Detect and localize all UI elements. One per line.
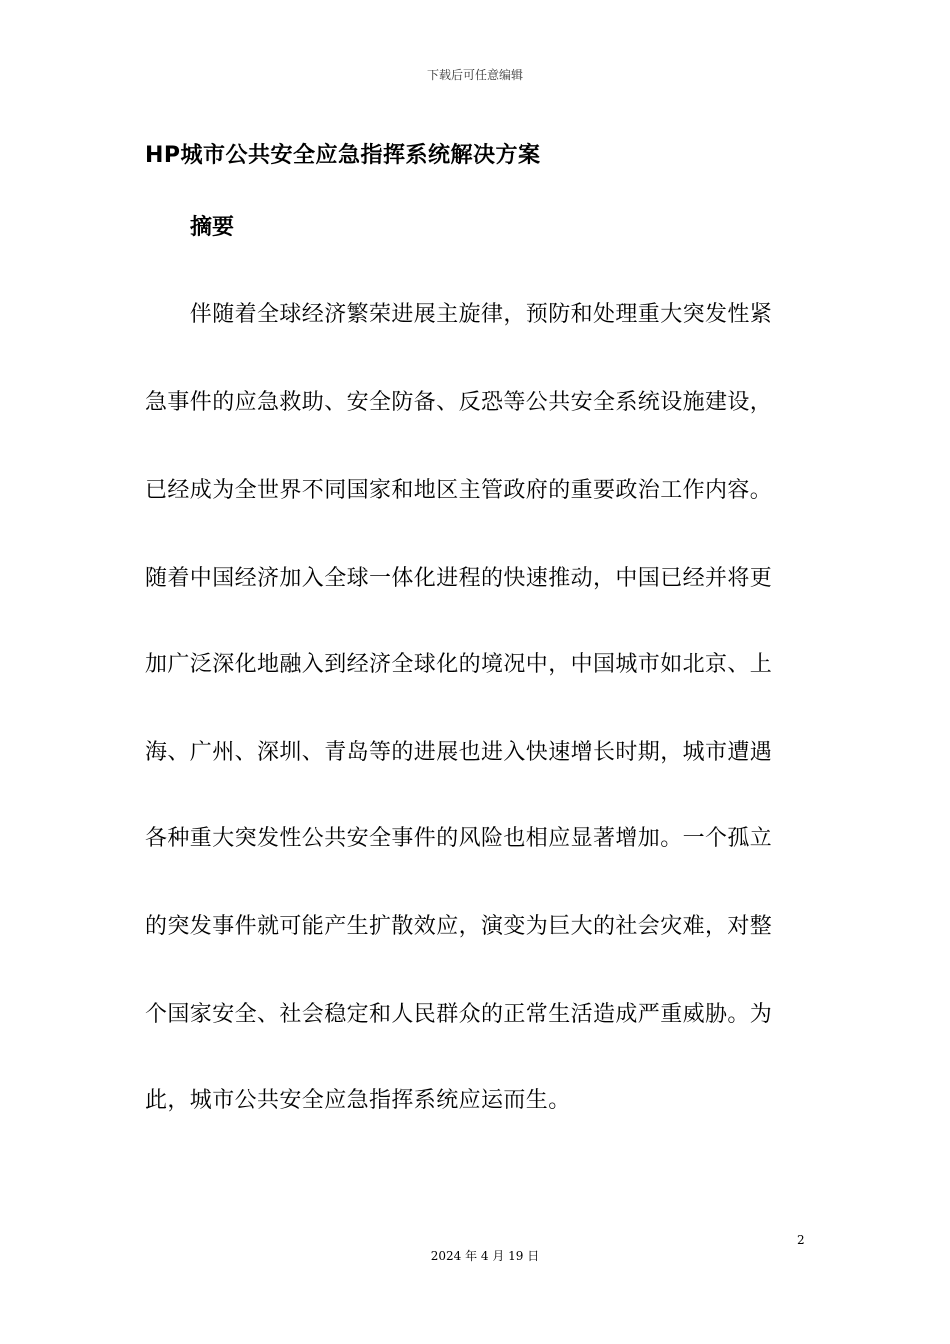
paragraph-line: 随着中国经济加入全球一体化进程的快速推动，中国已经并将更 — [145, 566, 773, 591]
paragraph-line: 加广泛深化地融入到经济全球化的境况中，中国城市如北京、上 — [145, 652, 773, 677]
paragraph-line: 此，城市公共安全应急指挥系统应运而生。 — [145, 1088, 571, 1113]
page-number: 2 — [797, 1233, 805, 1247]
paragraph-line: 急事件的应急救助、安全防备、反恐等公共安全系统设施建设， — [145, 390, 773, 415]
section-heading: 摘要 — [190, 215, 235, 240]
footer-date: 2024 年 4 月 19 日 — [430, 1249, 540, 1263]
paragraph-line: 个国家安全、社会稳定和人民群众的正常生活造成严重威胁。为 — [145, 1002, 773, 1027]
paragraph-line: 海、广州、深圳、青岛等的进展也进入快速增长时期，城市遭遇 — [145, 740, 773, 765]
paragraph-line: 的突发事件就可能产生扩散效应，演变为巨大的社会灾难，对整 — [145, 914, 773, 939]
document-title: HP城市公共安全应急指挥系统解决方案 — [145, 143, 541, 168]
header-note: 下载后可任意编辑 — [426, 68, 523, 82]
paragraph-line: 伴随着全球经济繁荣进展主旋律，预防和处理重大突发性紧 — [145, 302, 773, 327]
paragraph-line: 各种重大突发性公共安全事件的风险也相应显著增加。一个孤立 — [145, 826, 773, 851]
paragraph-line: 已经成为全世界不同国家和地区主管政府的重要政治工作内容。 — [145, 478, 773, 503]
